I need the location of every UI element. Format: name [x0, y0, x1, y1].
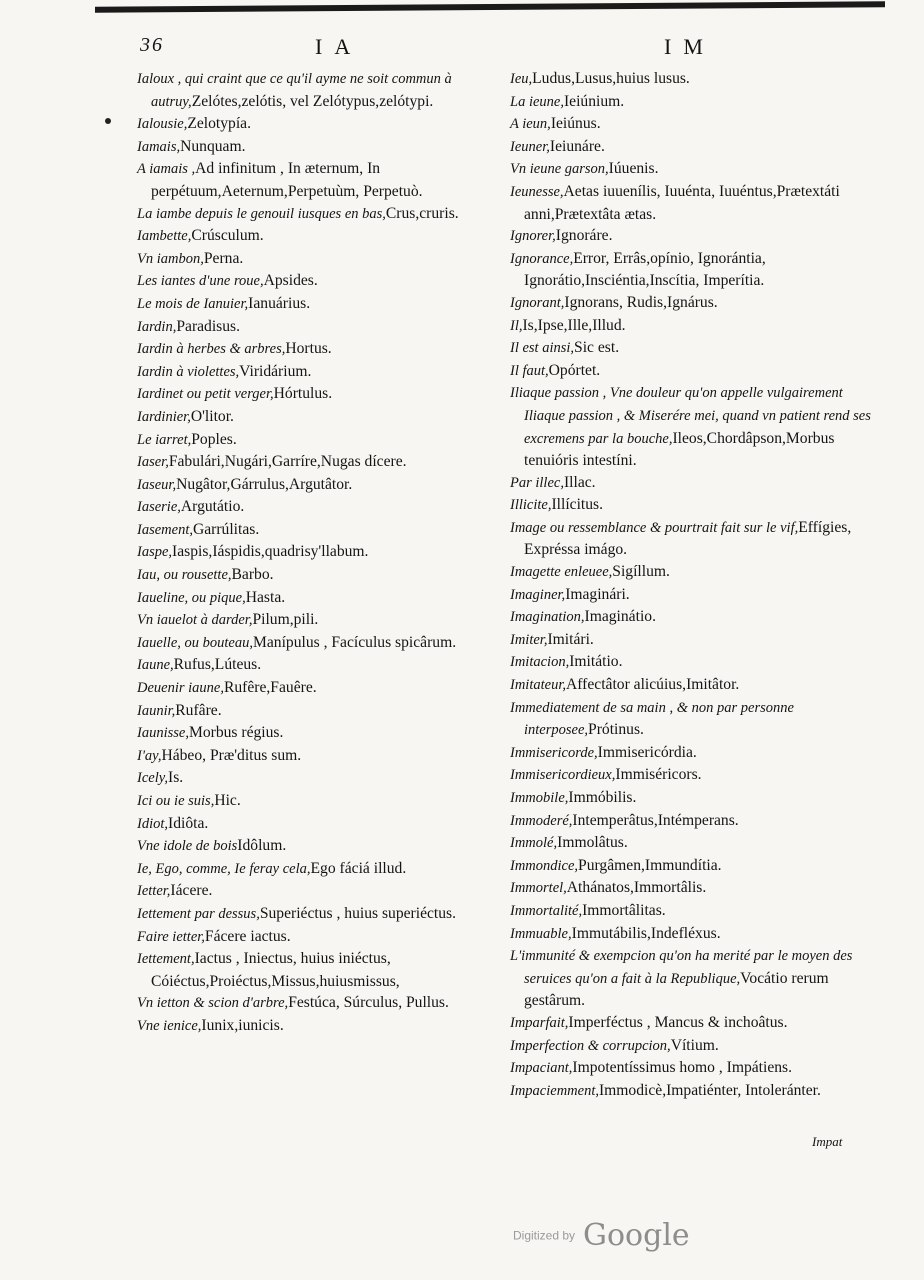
dictionary-entry — [137, 813, 507, 836]
latin-equivalent: Hórtulus. — [273, 385, 333, 403]
french-headword: Imparfait, — [510, 1014, 569, 1031]
dictionary-entry — [510, 877, 880, 900]
dictionary-entry — [137, 790, 507, 813]
dictionary-entry — [137, 926, 507, 949]
french-headword: Ietter, — [137, 883, 171, 900]
french-headword: Immondice, — [510, 857, 579, 874]
french-headword: Ialoux , qui craint que ce qu'il ayme ne soit commun à autruy, — [137, 71, 452, 110]
latin-equivalent: Sic est. — [574, 339, 620, 357]
dictionary-entry — [137, 632, 507, 655]
latin-equivalent: Rufus,Lúteus. — [173, 656, 262, 674]
latin-equivalent: Immiséricors. — [615, 766, 702, 784]
dictionary-entry — [510, 472, 880, 495]
french-headword: Vn iauelot à darder, — [137, 612, 253, 629]
left-column — [137, 68, 507, 1038]
french-headword: Impaciant, — [510, 1060, 573, 1077]
latin-equivalent: Ieiunáre. — [549, 137, 605, 155]
dictionary-entry — [137, 948, 507, 992]
french-headword: Iasement, — [137, 521, 193, 538]
dictionary-entry — [510, 136, 880, 159]
page-header — [0, 34, 924, 64]
french-headword: Le iarret, — [137, 431, 192, 448]
latin-equivalent: Barbo. — [231, 566, 274, 584]
french-headword: I'ay, — [137, 747, 162, 764]
french-headword: Iardinier, — [137, 408, 191, 425]
dictionary-entry — [510, 292, 880, 315]
latin-equivalent: Nugâtor,Gárrulus,Argutâtor. — [176, 475, 353, 493]
latin-equivalent: Crus,cruris. — [385, 204, 459, 222]
dictionary-entry — [510, 787, 880, 810]
french-headword: Immuable, — [510, 925, 572, 942]
dictionary-entry — [510, 1057, 880, 1080]
french-headword: Imagette enleuee, — [510, 564, 613, 581]
latin-equivalent: Imaginátio. — [584, 608, 656, 626]
french-headword: Iardin, — [137, 318, 177, 335]
latin-equivalent: Ad infinitum , In æternum, In perpétuum,Aeternum,Perpetuùm, Perpetuò. — [151, 160, 423, 200]
dictionary-entry — [137, 338, 507, 361]
top-border-shadow — [95, 1, 885, 13]
french-headword: Iardinet ou petit verger, — [137, 386, 274, 403]
latin-equivalent: Is,Ipse,Ille,Illud. — [522, 316, 626, 334]
latin-equivalent: Immolâtus. — [557, 834, 628, 852]
latin-equivalent: Hic. — [214, 792, 241, 809]
french-headword: Iettement par dessus, — [137, 905, 260, 922]
latin-equivalent: Manípulus , Facículus spicârum. — [252, 633, 457, 651]
latin-equivalent: Fácere iactus. — [204, 927, 291, 945]
dictionary-entry — [510, 742, 880, 765]
french-headword: Immolé, — [510, 835, 558, 852]
dictionary-entry — [510, 158, 880, 181]
french-headword: Vn ietton & scion d'arbre, — [137, 995, 289, 1012]
latin-equivalent: Ileos,Chordâpson,Morbus tenuióris intestíni. — [524, 429, 835, 470]
dictionary-entry — [510, 651, 880, 674]
dictionary-entry — [510, 315, 880, 338]
french-headword: Faire ietter, — [137, 928, 205, 945]
dictionary-entry — [137, 136, 507, 159]
latin-equivalent: Idiôta. — [168, 814, 209, 832]
latin-equivalent: Superiéctus , huius superiéctus. — [259, 904, 457, 922]
french-headword: Illicite, — [510, 497, 552, 514]
french-headword: Immediatement de sa main , & non par personne interposee, — [510, 699, 794, 739]
catchword: Impat — [812, 1134, 843, 1149]
french-headword: Vne ienice, — [137, 1017, 202, 1034]
dictionary-entry — [137, 406, 507, 429]
french-headword: Image ou ressemblance & pourtrait fait sur le vif, — [510, 519, 799, 536]
french-headword: Iamais, — [137, 138, 181, 155]
dictionary-entry — [137, 654, 507, 677]
dictionary-entry — [510, 225, 880, 248]
dictionary-entry — [137, 158, 507, 202]
french-headword: Ici ou ie suis, — [137, 793, 215, 809]
french-headword: Immortalité, — [510, 902, 583, 919]
latin-equivalent: Zelótes,zelótis, vel Zelótypus,zelótypi. — [191, 92, 434, 110]
latin-equivalent: Hábeo, Præ'ditus sum. — [161, 746, 302, 764]
french-headword: La iambe depuis le genouil iusques en bas, — [137, 205, 386, 222]
french-headword: Ieu, — [510, 71, 533, 87]
dictionary-entry — [137, 361, 507, 384]
dictionary-entry — [510, 810, 880, 833]
dictionary-entry — [510, 923, 880, 946]
dictionary-entry — [137, 68, 507, 113]
french-headword: Iardin à violettes, — [137, 363, 240, 380]
dictionary-entry — [137, 564, 507, 587]
dictionary-entry — [510, 561, 880, 584]
dictionary-entry — [137, 677, 507, 700]
google-logo: Google — [583, 1218, 690, 1253]
latin-equivalent: Ieiúnus. — [550, 115, 601, 133]
french-headword: Imitacion, — [510, 654, 570, 671]
dictionary-entry — [510, 674, 880, 697]
dictionary-entry — [510, 68, 880, 91]
french-headword: Vn ieune garson, — [510, 161, 609, 178]
dictionary-entry — [510, 900, 880, 923]
french-headword: Ieunesse, — [510, 183, 564, 200]
dictionary-entry — [510, 629, 880, 652]
french-headword: Iardin à herbes & arbres, — [137, 341, 286, 358]
latin-equivalent: Argutátio. — [180, 498, 245, 516]
dictionary-entry — [137, 519, 507, 542]
latin-equivalent: Intemperâtus,Intémperans. — [572, 811, 739, 829]
french-headword: La ieune, — [510, 93, 564, 110]
french-headword: Iliaque passion , Vne douleur qu'on appelle vulgairement Iliaque passion , & Miserére mei, quand vn patient rend ses excremens par la bouche, — [510, 385, 871, 447]
french-headword: Par illec, — [510, 474, 564, 491]
french-headword: Idiot, — [137, 815, 169, 832]
french-headword: Immoderé, — [510, 812, 573, 829]
dictionary-entry — [510, 764, 880, 787]
french-headword: Iaunisse, — [137, 725, 189, 742]
dictionary-entry — [137, 858, 507, 881]
dictionary-entry — [137, 722, 507, 745]
latin-equivalent: Iaspis,Iáspidis,quadrisy'llabum. — [172, 543, 369, 561]
french-headword: A ieun, — [510, 116, 551, 133]
latin-equivalent: Iácere. — [170, 882, 213, 900]
latin-equivalent: Apsides. — [263, 272, 318, 290]
dictionary-entry — [510, 945, 880, 1012]
latin-equivalent: Pilum,pili. — [252, 611, 319, 629]
dictionary-entry — [137, 1015, 507, 1038]
dictionary-entry — [510, 1035, 880, 1058]
latin-equivalent: Iúuenis. — [608, 160, 659, 178]
dictionary-entry — [137, 248, 507, 271]
dictionary-entry — [137, 745, 507, 768]
latin-equivalent: Immortâlitas. — [582, 901, 666, 919]
french-headword: Il est ainsi, — [510, 340, 575, 357]
dictionary-entry — [137, 767, 507, 790]
latin-equivalent: Paradisus. — [176, 317, 241, 335]
french-headword: Imaginer, — [510, 586, 566, 603]
latin-equivalent: Effígies, Expréssa imágo. — [524, 518, 852, 559]
dictionary-entry — [137, 496, 507, 519]
latin-equivalent: Imitári. — [547, 630, 594, 648]
french-headword: Deuenir iaune, — [137, 680, 224, 697]
dictionary-entry — [137, 225, 507, 248]
latin-equivalent: Ignoráre. — [555, 227, 613, 245]
latin-equivalent: Crúsculum. — [191, 227, 264, 245]
ink-spot — [105, 118, 111, 124]
latin-equivalent: Ego fáciá illud. — [310, 859, 407, 877]
running-head-right: IM — [664, 34, 715, 59]
french-headword: L'immunité & exempcion qu'on ha merité par le moyen des seruices qu'on a fait à la Republique, — [510, 948, 853, 987]
french-headword: Il, — [510, 317, 523, 334]
latin-equivalent: Perna. — [203, 249, 244, 267]
dictionary-entry — [510, 1080, 880, 1103]
dictionary-entry — [137, 835, 507, 858]
latin-equivalent: Idôlum. — [237, 837, 287, 855]
latin-equivalent: Iunix,iunicis. — [201, 1016, 284, 1034]
dictionary-entry — [137, 203, 507, 226]
latin-equivalent: Garrúlitas. — [192, 520, 260, 538]
latin-equivalent: O'litor. — [190, 407, 234, 425]
latin-equivalent: Iactus , Iniectus, huius iniéctus, Cóiéctus,Proiéctus,Missus,huiusmissus, — [151, 950, 400, 990]
latin-equivalent: Error, Errâs,opínio, Ignorántia, Ignorátio,Insciéntia,Inscítia, Imperítia. — [524, 249, 766, 290]
dictionary-entry — [510, 248, 880, 292]
latin-equivalent: Fabulári,Nugári,Garríre,Nugas dícere. — [168, 453, 407, 471]
french-headword: Iaserie, — [137, 499, 181, 516]
latin-equivalent: Opórtet. — [548, 361, 601, 379]
dictionary-entry — [137, 474, 507, 497]
dictionary-entry — [137, 451, 507, 474]
latin-equivalent: Immóbilis. — [568, 789, 637, 806]
french-headword: Impaciemment, — [510, 1082, 599, 1099]
french-headword: Ignorance, — [510, 250, 574, 267]
dictionary-entry — [510, 113, 880, 136]
dictionary-entry — [137, 609, 507, 632]
latin-equivalent: Imitátio. — [569, 653, 623, 671]
latin-equivalent: Viridárium. — [239, 362, 312, 380]
french-headword: Il faut, — [510, 362, 549, 379]
french-headword: Iaseur, — [137, 476, 177, 493]
latin-equivalent: Illac. — [563, 473, 596, 491]
dictionary-entry — [137, 587, 507, 610]
dictionary-entry — [137, 383, 507, 406]
dictionary-entry — [510, 855, 880, 878]
latin-equivalent: Illícitus. — [551, 496, 604, 514]
dictionary-entry — [510, 337, 880, 360]
right-column — [510, 68, 880, 1102]
dictionary-entry — [137, 541, 507, 564]
french-headword: Imperfection & corrupcion, — [510, 1037, 671, 1054]
latin-equivalent: Vítium. — [670, 1036, 719, 1054]
latin-equivalent: Poples. — [191, 430, 237, 448]
dictionary-entry — [510, 181, 880, 225]
french-headword: Ieuner, — [510, 138, 550, 155]
latin-equivalent: Ieiúnium. — [563, 92, 625, 110]
latin-equivalent: Imperféctus , Mancus & inchoâtus. — [568, 1013, 788, 1031]
french-headword: Iaspe, — [137, 544, 173, 561]
dictionary-entry — [137, 316, 507, 339]
french-headword: Iaune, — [137, 657, 174, 674]
latin-equivalent: Zelotypía. — [187, 115, 251, 133]
latin-equivalent: Prótinus. — [588, 721, 644, 739]
dictionary-entry — [137, 880, 507, 903]
french-headword: Iaueline, ou pique, — [137, 589, 246, 606]
french-headword: Ialousie, — [137, 116, 188, 133]
dictionary-entry — [137, 903, 507, 926]
dictionary-entry — [137, 113, 507, 136]
latin-equivalent: Festúca, Súrculus, Pullus. — [288, 994, 449, 1012]
latin-equivalent: Nunquam. — [180, 137, 246, 155]
latin-equivalent: Imaginári. — [565, 585, 630, 603]
latin-equivalent: Purgâmen,Immundítia. — [578, 856, 722, 874]
french-headword: Iau, ou rousette, — [137, 567, 232, 584]
french-headword: Iauelle, ou bouteau, — [137, 634, 253, 651]
dictionary-entry — [510, 584, 880, 607]
dictionary-entry — [510, 517, 880, 561]
page-number: 36 — [140, 34, 164, 56]
latin-equivalent: Ignorans, Rudis,Ignárus. — [564, 293, 718, 311]
french-headword: Iettement, — [137, 951, 195, 968]
dictionary-entry — [137, 700, 507, 723]
french-headword: Immisericorde, — [510, 744, 598, 761]
french-headword: Immortel, — [510, 880, 567, 897]
latin-equivalent: Impotentíssimus homo , Impátiens. — [572, 1059, 793, 1077]
french-headword: Iaunir, — [137, 702, 176, 719]
latin-equivalent: Hortus. — [285, 340, 332, 358]
dictionary-entry — [510, 382, 880, 471]
french-headword: Immobile, — [510, 790, 569, 806]
latin-equivalent: Immutábilis,Indefléxus. — [571, 924, 721, 942]
french-headword: Imiter, — [510, 631, 548, 648]
latin-equivalent: Rufâre. — [175, 701, 222, 719]
latin-equivalent: Athánatos,Immortâlis. — [566, 879, 707, 897]
latin-equivalent: Ianuárius. — [248, 294, 311, 312]
dictionary-entry — [510, 697, 880, 742]
latin-equivalent: Is. — [168, 769, 184, 787]
dictionary-entry — [510, 1012, 880, 1035]
french-headword: Ignorant, — [510, 294, 565, 311]
latin-equivalent: Immodicè,Impatiénter, Intoleránter. — [598, 1081, 821, 1099]
latin-equivalent: Rufêre,Fauêre. — [223, 679, 317, 697]
french-headword: Iaser, — [137, 454, 169, 471]
french-headword: Le mois de Ianuier, — [137, 295, 249, 312]
digitized-watermark — [513, 1218, 690, 1258]
dictionary-entry — [137, 429, 507, 452]
dictionary-entry — [510, 91, 880, 114]
latin-equivalent: Aetas iuuenílis, Iuuénta, Iuuéntus,Prætextáti anni,Prætextâta ætas. — [524, 182, 840, 223]
french-headword: Icely, — [137, 770, 168, 787]
dictionary-entry — [137, 992, 507, 1015]
french-headword: Imagination, — [510, 609, 585, 626]
french-headword: Les iantes d'une roue, — [137, 273, 264, 290]
latin-equivalent: Affectâtor alicúius,Imitâtor. — [565, 676, 740, 694]
french-headword: Vn iambon, — [137, 250, 204, 267]
french-headword: Iambette, — [137, 228, 192, 245]
dictionary-entry — [137, 293, 507, 316]
french-headword: Imitateur, — [510, 677, 566, 694]
latin-equivalent: Ludus,Lusus,huius lusus. — [532, 70, 690, 87]
dictionary-entry — [510, 360, 880, 383]
latin-equivalent: Vocátio rerum gestârum. — [524, 969, 829, 1010]
latin-equivalent: Morbus régius. — [188, 724, 284, 742]
running-head-left: IA — [315, 34, 363, 59]
latin-equivalent: Immisericórdia. — [597, 743, 697, 761]
french-headword: Immisericordieux, — [510, 767, 616, 784]
dictionary-entry — [510, 606, 880, 629]
dictionary-entry — [510, 832, 880, 855]
latin-equivalent: Hasta. — [245, 588, 286, 606]
french-headword: Ie, Ego, comme, Ie feray cela, — [137, 860, 311, 877]
french-headword: A iamais , — [137, 161, 196, 178]
dictionary-entry — [137, 270, 507, 293]
dictionary-entry — [510, 494, 880, 517]
french-headword: Vne idole de bois — [137, 838, 238, 855]
watermark-prefix: Digitized by — [513, 1228, 576, 1243]
french-headword: Ignorer, — [510, 228, 556, 245]
latin-equivalent: Sigíllum. — [612, 563, 670, 581]
